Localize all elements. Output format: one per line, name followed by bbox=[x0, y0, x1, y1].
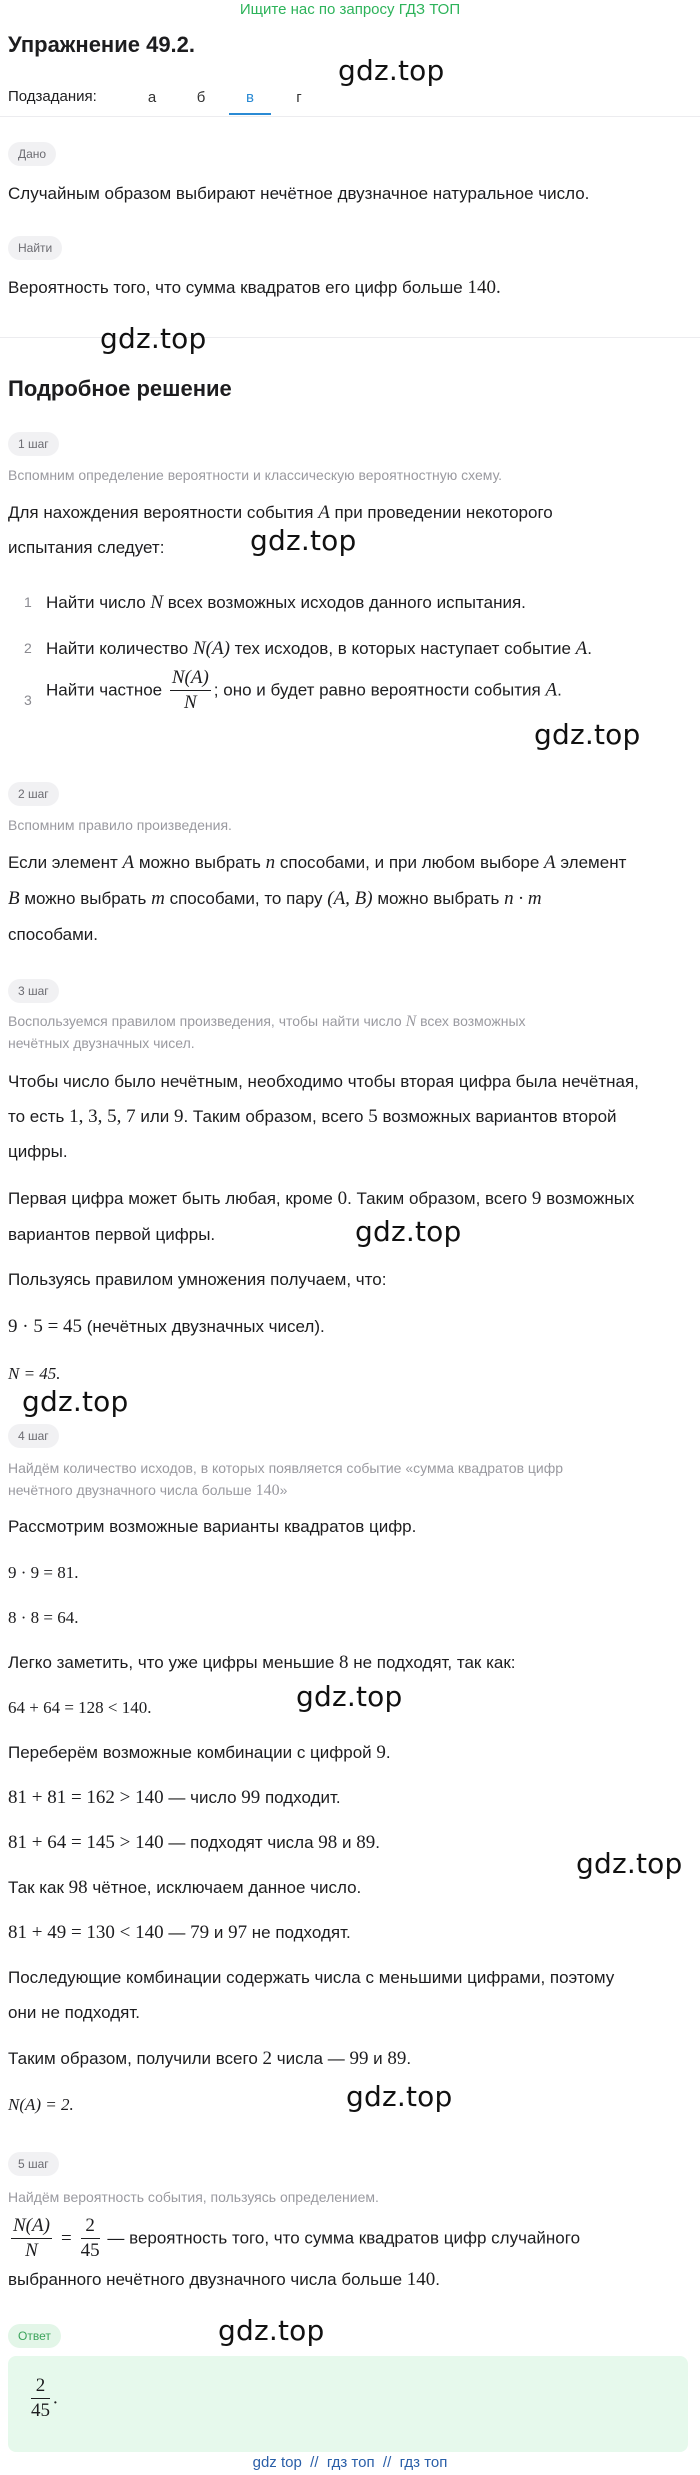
watermark: gdz.top bbox=[100, 322, 207, 355]
tabs-underline bbox=[0, 116, 700, 117]
text-part: Легко заметить, что уже цифры меньшие bbox=[8, 1653, 340, 1672]
math: 81 + 49 = 130 < 140 bbox=[8, 1922, 164, 1943]
find-number: 140. bbox=[467, 277, 501, 298]
math: A bbox=[575, 638, 588, 659]
text-part: . bbox=[435, 2270, 440, 2289]
math: 8 bbox=[339, 1652, 349, 1673]
watermark: gdz.top bbox=[218, 2314, 325, 2347]
list-number: 3 bbox=[24, 692, 32, 708]
fraction-denominator: 45 bbox=[80, 2240, 100, 2261]
text-part: чётное, исключаем данное число. bbox=[87, 1878, 362, 1897]
math: B bbox=[8, 888, 20, 909]
text-part: Первая цифра может быть любая, кроме bbox=[8, 1189, 338, 1208]
step2-line2 bbox=[8, 881, 542, 917]
text-part: числа — bbox=[272, 2049, 350, 2068]
math: 5 bbox=[368, 1106, 378, 1127]
fraction-numerator: N(A) bbox=[170, 666, 211, 691]
step3-note bbox=[8, 1010, 526, 1033]
step3-p2 bbox=[8, 1181, 634, 1217]
step3-eq1 bbox=[8, 1309, 325, 1345]
answer-box bbox=[8, 2356, 688, 2452]
math: 98 bbox=[68, 1877, 88, 1898]
watermark: gdz.top bbox=[250, 524, 357, 557]
text-part: способами, то пару bbox=[164, 889, 328, 908]
text-part: Найти число bbox=[46, 593, 151, 612]
step3-p1: Чтобы число было нечётным, необходимо чтобы вторая цифра была нечётная, bbox=[8, 1072, 639, 1091]
step1-intro-2: испытания следует: bbox=[8, 538, 165, 557]
step2-line3: способами. bbox=[8, 925, 99, 944]
step4-eq7: N(A) = 2. bbox=[8, 2095, 74, 2114]
text-part: Для нахождения вероятности события bbox=[8, 503, 319, 522]
watermark: gdz.top bbox=[576, 1847, 683, 1880]
fraction-numerator: 2 bbox=[31, 2374, 50, 2399]
math: 140 bbox=[406, 2269, 436, 2290]
text-part: Найти частное bbox=[46, 680, 167, 700]
math: 99 bbox=[349, 2048, 369, 2069]
math: A bbox=[545, 679, 558, 701]
math: 9 · 5 = 45 bbox=[8, 1316, 83, 1337]
find-text-label: Вероятность того, что сумма квадратов его цифр больше bbox=[8, 278, 468, 297]
text-part: не подходят, так как: bbox=[348, 1653, 516, 1672]
text-part: — число bbox=[163, 1788, 242, 1807]
fraction-denominator: N bbox=[183, 692, 197, 713]
text-part: тех исходов, в которых наступает событие bbox=[229, 639, 576, 658]
math: 97 bbox=[228, 1922, 248, 1943]
page-title: Упражнение 49.2. bbox=[8, 32, 196, 57]
step4-eq6 bbox=[8, 1915, 351, 1951]
watermark: gdz.top bbox=[346, 2080, 453, 2113]
step5-line2 bbox=[8, 2262, 440, 2298]
list-item bbox=[46, 666, 562, 715]
text-part: Переберём возможные комбинации с цифрой bbox=[8, 1743, 377, 1762]
math: (A, B) bbox=[327, 888, 373, 909]
math: 79 bbox=[190, 1922, 210, 1943]
text-part: или bbox=[135, 1107, 174, 1126]
math-A: A bbox=[318, 502, 330, 523]
answer-value bbox=[28, 2374, 58, 2423]
text-part: . bbox=[375, 1833, 380, 1852]
text-part: то есть bbox=[8, 1107, 70, 1126]
text-part: всех возможных bbox=[416, 1013, 526, 1029]
subtasks-label: Подзадания: bbox=[8, 88, 97, 105]
watermark: gdz.top bbox=[355, 1215, 462, 1248]
watermark: gdz.top bbox=[22, 1385, 129, 1418]
step2-note: Вспомним правило произведения. bbox=[8, 817, 232, 833]
text-part: Найти количество bbox=[46, 639, 193, 658]
step4-p5-line2: они не подходят. bbox=[8, 2003, 140, 2022]
step4-p2 bbox=[8, 1645, 516, 1681]
step3-note-2: нечётных двузначных чисел. bbox=[8, 1035, 195, 1051]
step4-p3 bbox=[8, 1735, 391, 1771]
step4-p4 bbox=[8, 1870, 361, 1906]
math: 9 bbox=[531, 1188, 542, 1209]
text-part: — вероятность того, что сумма квадратов цифр случайного bbox=[102, 2228, 581, 2248]
footer-links[interactable]: gdz top // гдз топ // гдз топ bbox=[252, 2454, 448, 2471]
step4-eq4 bbox=[8, 1780, 341, 1816]
text-part: всех возможных исходов данного испытания. bbox=[163, 593, 526, 612]
text-part: Если элемент bbox=[8, 853, 123, 872]
text-part: . Таким образом, всего bbox=[183, 1107, 369, 1126]
list-item bbox=[46, 585, 526, 621]
tab-g[interactable]: г bbox=[296, 89, 302, 106]
text-part: . bbox=[587, 639, 592, 658]
answer-badge: Ответ bbox=[8, 2324, 61, 2348]
step3-eq2: N = 45. bbox=[8, 1364, 61, 1383]
math: m bbox=[151, 888, 165, 909]
step2-line1 bbox=[8, 845, 626, 881]
math: 9 bbox=[376, 1742, 386, 1763]
step4-note-2 bbox=[8, 1479, 287, 1502]
step3-p2-line2: вариантов первой цифры. bbox=[8, 1225, 216, 1244]
text-part: и bbox=[337, 1833, 357, 1852]
step5-note: Найдём вероятность события, пользуясь определением. bbox=[8, 2189, 379, 2205]
step3-p3: Пользуясь правилом умножения получаем, что: bbox=[8, 1270, 387, 1289]
step4-eq3: 64 + 64 = 128 < 140. bbox=[8, 1698, 152, 1717]
math: 89 bbox=[387, 2048, 407, 2069]
step5-badge: 5 шаг bbox=[8, 2152, 59, 2176]
step4-badge: 4 шаг bbox=[8, 1424, 59, 1448]
text-part: — bbox=[163, 1923, 191, 1942]
watermark: gdz.top bbox=[534, 718, 641, 751]
math: n · m bbox=[504, 888, 542, 909]
text-part: нечётного двузначного числа больше bbox=[8, 1482, 256, 1498]
text-part: » bbox=[279, 1482, 288, 1498]
step3-badge: 3 шаг bbox=[8, 979, 59, 1003]
step3-p1-line2 bbox=[8, 1099, 617, 1135]
solution-title: Подробное решение bbox=[8, 376, 232, 401]
text-part: возможных bbox=[541, 1189, 635, 1208]
text-part: возможных вариантов второй bbox=[377, 1107, 617, 1126]
step5-formula bbox=[8, 2214, 580, 2263]
math: 1, 3, 5, 7 bbox=[69, 1106, 136, 1127]
math: N bbox=[150, 592, 164, 613]
list-number: 1 bbox=[24, 594, 32, 610]
fraction bbox=[170, 666, 211, 715]
text-part: Так как bbox=[8, 1878, 69, 1897]
math: 2 bbox=[262, 2048, 273, 2069]
math: 99 bbox=[241, 1787, 261, 1808]
tab-a[interactable]: а bbox=[147, 89, 157, 106]
text-part: Таким образом, получили всего bbox=[8, 2049, 263, 2068]
given-badge: Дано bbox=[8, 142, 56, 166]
watermark: gdz.top bbox=[338, 54, 445, 87]
step4-eq1: 9 · 9 = 81. bbox=[8, 1563, 79, 1582]
text-part: и bbox=[368, 2049, 388, 2068]
watermark: gdz.top bbox=[296, 1680, 403, 1713]
math: 81 + 81 = 162 > 140 bbox=[8, 1787, 164, 1808]
list-number: 2 bbox=[24, 640, 32, 656]
find-badge: Найти bbox=[8, 236, 62, 260]
step4-p1: Рассмотрим возможные варианты квадратов цифр. bbox=[8, 1517, 417, 1536]
step4-p6 bbox=[8, 2041, 411, 2077]
step1-note: Вспомним определение вероятности и классическую вероятностную схему. bbox=[8, 467, 503, 483]
text-part: элемент bbox=[555, 853, 627, 872]
math: N(A) bbox=[192, 638, 230, 659]
text-part: способами, и при любом выборе bbox=[275, 853, 545, 872]
find-text bbox=[8, 270, 501, 306]
text-part: — подходят числа bbox=[163, 1833, 319, 1852]
step4-eq2: 8 · 8 = 64. bbox=[8, 1608, 79, 1627]
text-part: можно выбрать bbox=[19, 889, 152, 908]
fraction bbox=[81, 2214, 100, 2263]
text-part: . bbox=[406, 2049, 412, 2068]
math: 89 bbox=[356, 1832, 376, 1853]
text-part: . bbox=[557, 680, 562, 700]
fraction-denominator: N bbox=[25, 2240, 38, 2261]
math: n bbox=[265, 852, 276, 873]
step2-badge: 2 шаг bbox=[8, 782, 59, 806]
math: 81 + 64 = 145 > 140 bbox=[8, 1832, 164, 1853]
text-part: ; оно и будет равно вероятности события bbox=[213, 680, 546, 700]
fraction-denominator: 45 bbox=[31, 2400, 50, 2421]
text-part: подходит. bbox=[260, 1788, 341, 1807]
given-text: Случайным образом выбирают нечётное двузначное натуральное число. bbox=[8, 184, 590, 203]
fraction bbox=[11, 2214, 52, 2263]
fraction bbox=[31, 2374, 50, 2423]
step3-p1-line3: цифры. bbox=[8, 1142, 68, 1161]
step1-badge: 1 шаг bbox=[8, 432, 59, 456]
answer-dot: . bbox=[53, 2387, 58, 2409]
math: 9 bbox=[173, 1106, 184, 1127]
tab-v[interactable]: в bbox=[229, 83, 271, 115]
text-part: не подходят. bbox=[247, 1923, 351, 1942]
text-part: (нечётных двузначных чисел). bbox=[82, 1317, 325, 1336]
text-part: при проведении некоторого bbox=[329, 503, 553, 522]
math: A bbox=[122, 852, 135, 873]
math: N bbox=[405, 1013, 417, 1030]
step4-eq5 bbox=[8, 1825, 380, 1861]
text-part: . Таким образом, всего bbox=[347, 1189, 532, 1208]
list-item bbox=[46, 631, 592, 667]
text-part: можно выбрать bbox=[134, 853, 266, 872]
text-part: можно выбрать bbox=[372, 889, 505, 908]
text-part: Воспользуемся правилом произведения, чтобы найти число bbox=[8, 1013, 406, 1029]
text-part: выбранного нечётного двузначного числа больше bbox=[8, 2270, 407, 2289]
step4-p5: Последующие комбинации содержать числа с меньшими цифрами, поэтому bbox=[8, 1968, 615, 1987]
math: 0 bbox=[337, 1188, 348, 1209]
math: 98 bbox=[318, 1832, 338, 1853]
text-part: . bbox=[385, 1743, 391, 1762]
equals-sign: = bbox=[60, 2227, 72, 2249]
tab-b[interactable]: б bbox=[196, 89, 206, 106]
fraction-numerator: 2 bbox=[81, 2214, 100, 2239]
math: 140 bbox=[255, 1482, 280, 1499]
math: A bbox=[544, 852, 556, 873]
text-part: и bbox=[209, 1923, 229, 1942]
fraction-numerator: N(A) bbox=[11, 2214, 52, 2239]
step4-note: Найдём количество исходов, в которых появляется событие «сумма квадратов цифр bbox=[8, 1460, 564, 1476]
top-banner[interactable]: Ищите нас по запросу ГДЗ ТОП bbox=[239, 1, 461, 18]
